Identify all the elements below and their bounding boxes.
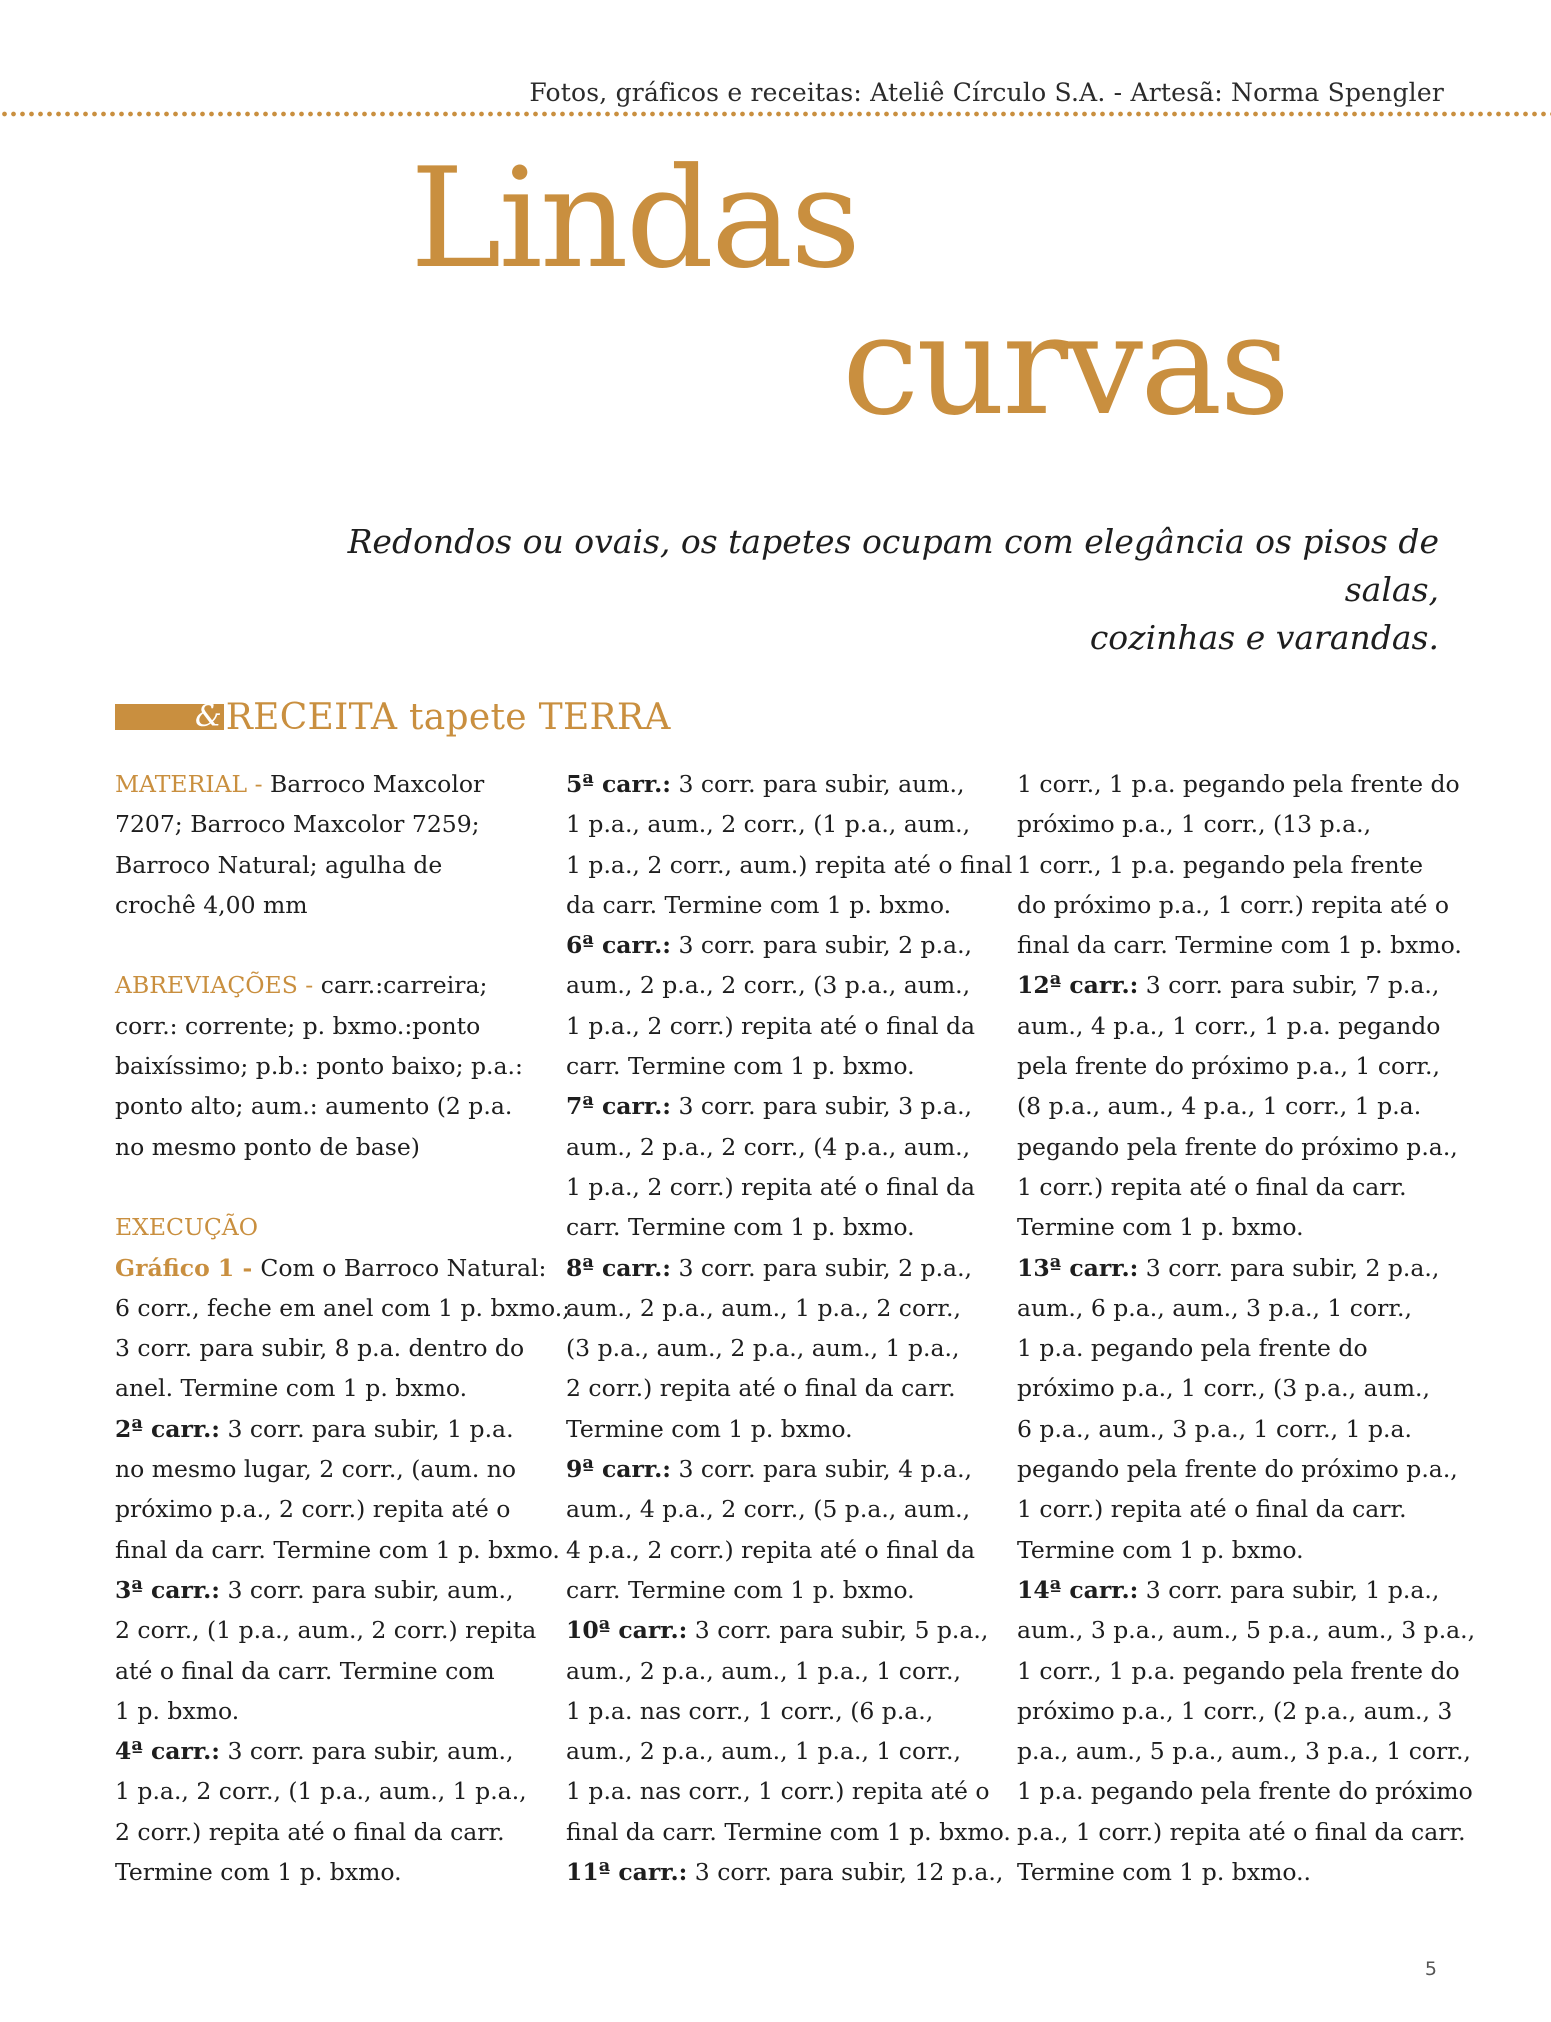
- title-line-1: Lindas: [410, 138, 859, 299]
- row-14-line: 14ª carr.: 3 corr. para subir, 1 p.a.,: [1017, 1575, 1440, 1604]
- row-13-line: aum., 6 p.a., aum., 3 p.a., 1 corr.,: [1017, 1293, 1412, 1322]
- row-13-line: pegando pela frente do próximo p.a.,: [1017, 1455, 1458, 1484]
- graph-line: anel. Termine com 1 p. bxmo.: [115, 1374, 468, 1403]
- section-title: RECEITA tapete TERRA: [225, 696, 671, 738]
- abbreviations-line: ABREVIAÇÕES - carr.:carreira;: [115, 971, 488, 1000]
- row-11-line: 1 corr., 1 p.a. pegando pela frente: [1017, 850, 1423, 879]
- row-label: 10ª carr.:: [566, 1616, 688, 1645]
- row-10-line: aum., 2 p.a., aum., 1 p.a., 1 corr.,: [566, 1737, 961, 1766]
- row-11-line: 11ª carr.: 3 corr. para subir, 12 p.a.,: [566, 1858, 1004, 1887]
- row-11-line: final da carr. Termine com 1 p. bxmo.: [1017, 931, 1462, 960]
- row-5-line: da carr. Termine com 1 p. bxmo.: [566, 890, 952, 919]
- material-line: crochê 4,00 mm: [115, 890, 308, 919]
- row-7-line: 1 p.a., 2 corr.) repita até o final da: [566, 1172, 976, 1201]
- abbreviations-line: baixíssimo; p.b.: ponto baixo; p.a.:: [115, 1052, 523, 1081]
- row-5-line: 5ª carr.: 3 corr. para subir, aum.,: [566, 770, 965, 798]
- row-6-line: 6ª carr.: 3 corr. para subir, 2 p.a.,: [566, 931, 973, 960]
- row-4-line: 4ª carr.: 3 corr. para subir, aum.,: [115, 1737, 514, 1766]
- row-11-line: próximo p.a., 1 corr., (13 p.a.,: [1017, 810, 1372, 839]
- row-14-line: próximo p.a., 1 corr., (2 p.a., aum., 3: [1017, 1696, 1453, 1725]
- row-label: 6ª carr.:: [566, 931, 671, 960]
- row-4-line: 1 p.a., 2 corr., (1 p.a., aum., 1 p.a.,: [115, 1777, 527, 1806]
- row-5-line: 1 p.a., 2 corr., aum.) repita até o final: [566, 850, 1013, 879]
- section-heading: [115, 692, 671, 742]
- row-12-line: Termine com 1 p. bxmo.: [1017, 1213, 1304, 1242]
- row-12-line: aum., 4 p.a., 1 corr., 1 p.a. pegando: [1017, 1011, 1441, 1040]
- row-label: 9ª carr.:: [566, 1455, 671, 1484]
- row-label: 5ª carr.:: [566, 770, 671, 798]
- row-12-line: pegando pela frente do próximo p.a.,: [1017, 1132, 1458, 1161]
- row-7-line: carr. Termine com 1 p. bxmo.: [566, 1213, 915, 1242]
- row-label: 3ª carr.:: [115, 1575, 220, 1604]
- row-2-line: final da carr. Termine com 1 p. bxmo.: [115, 1535, 560, 1564]
- row-4-line: 2 corr.) repita até o final da carr.: [115, 1817, 505, 1846]
- row-10-line: 1 p.a. nas corr., 1 corr.) repita até o: [566, 1777, 990, 1806]
- row-7-line: 7ª carr.: 3 corr. para subir, 3 p.a.,: [566, 1092, 973, 1121]
- column-1: [115, 764, 571, 1892]
- abbreviations-line: ponto alto; aum.: aumento (2 p.a.: [115, 1092, 513, 1121]
- row-3-line: 2 corr., (1 p.a., aum., 2 corr.) repita: [115, 1616, 537, 1645]
- row-6-line: carr. Termine com 1 p. bxmo.: [566, 1052, 915, 1081]
- row-4-line: Termine com 1 p. bxmo.: [115, 1858, 402, 1887]
- row-10-line: 10ª carr.: 3 corr. para subir, 5 p.a.,: [566, 1616, 989, 1645]
- title-line-2: curvas: [842, 285, 1288, 446]
- abbreviations-line: corr.: corrente; p. bxmo.:ponto: [115, 1011, 481, 1040]
- row-label: 7ª carr.:: [566, 1092, 671, 1121]
- row-13-line: 1 corr.) repita até o final da carr.: [1017, 1495, 1407, 1524]
- row-13-line: Termine com 1 p. bxmo.: [1017, 1535, 1304, 1564]
- row-label: 4ª carr.:: [115, 1737, 220, 1766]
- graph-line: Gráfico 1 - Com o Barroco Natural:: [115, 1253, 547, 1282]
- row-12-line: pela frente do próximo p.a., 1 corr.,: [1017, 1052, 1440, 1081]
- section-bar: [115, 704, 193, 730]
- row-9-line: 4 p.a., 2 corr.) repita até o final da: [566, 1535, 976, 1564]
- row-12-line: 12ª carr.: 3 corr. para subir, 7 p.a.,: [1017, 971, 1440, 1000]
- material-line: 7207; Barroco Maxcolor 7259;: [115, 810, 480, 839]
- row-2-line: 2ª carr.: 3 corr. para subir, 1 p.a.: [115, 1414, 514, 1443]
- material-line: MATERIAL - Barroco Maxcolor: [115, 770, 485, 798]
- column-3: [1017, 764, 1476, 1892]
- row-14-line: 1 corr., 1 p.a. pegando pela frente do: [1017, 1656, 1460, 1685]
- page-number: 5: [1424, 1958, 1437, 1980]
- row-5-line: 1 p.a., aum., 2 corr., (1 p.a., aum.,: [566, 810, 971, 839]
- row-3-line: até o final da carr. Termine com: [115, 1656, 495, 1685]
- row-label: 2ª carr.:: [115, 1414, 220, 1443]
- graph-label: Gráfico 1 -: [115, 1253, 261, 1282]
- row-12-line: (8 p.a., aum., 4 p.a., 1 corr., 1 p.a.: [1017, 1092, 1422, 1121]
- row-8-line: aum., 2 p.a., aum., 1 p.a., 2 corr.,: [566, 1293, 961, 1322]
- row-3-line: 3ª carr.: 3 corr. para subir, aum.,: [115, 1575, 514, 1604]
- graph-line: 6 corr., feche em anel com 1 p. bxmo.;: [115, 1293, 571, 1322]
- row-6-line: aum., 2 p.a., 2 corr., (3 p.a., aum.,: [566, 971, 971, 1000]
- row-label: 12ª carr.:: [1017, 971, 1139, 1000]
- row-9-line: carr. Termine com 1 p. bxmo.: [566, 1575, 915, 1604]
- column-2: [566, 764, 1013, 1892]
- row-13-line: 1 p.a. pegando pela frente do: [1017, 1334, 1368, 1363]
- row-9-line: 9ª carr.: 3 corr. para subir, 4 p.a.,: [566, 1455, 973, 1484]
- row-14-line: aum., 3 p.a., aum., 5 p.a., aum., 3 p.a.,: [1017, 1616, 1476, 1645]
- dotted-divider: [0, 111, 1551, 117]
- subtitle-line-2: cozinhas e varandas.: [1089, 618, 1439, 657]
- graph-line: 3 corr. para subir, 8 p.a. dentro do: [115, 1334, 525, 1363]
- abbreviations-line: no mesmo ponto de base): [115, 1132, 420, 1161]
- subtitle: [339, 518, 1439, 662]
- row-8-line: 2 corr.) repita até o final da carr.: [566, 1374, 956, 1403]
- row-13-line: próximo p.a., 1 corr., (3 p.a., aum.,: [1017, 1374, 1430, 1403]
- row-14-line: p.a., 1 corr.) repita até o final da carr.: [1017, 1817, 1466, 1846]
- row-8-line: Termine com 1 p. bxmo.: [566, 1414, 853, 1443]
- row-13-line: 6 p.a., aum., 3 p.a., 1 corr., 1 p.a.: [1017, 1414, 1412, 1443]
- row-6-line: 1 p.a., 2 corr.) repita até o final da: [566, 1011, 976, 1040]
- row-10-line: final da carr. Termine com 1 p. bxmo.: [566, 1817, 1011, 1846]
- abbreviations-label: ABREVIAÇÕES -: [115, 971, 321, 1000]
- subtitle-line-1: Redondos ou ovais, os tapetes ocupam com elegância os pisos de salas,: [347, 522, 1439, 609]
- row-label: 11ª carr.:: [566, 1858, 688, 1887]
- row-label: 14ª carr.:: [1017, 1575, 1139, 1604]
- ornament-icon: &: [195, 699, 222, 734]
- row-8-line: 8ª carr.: 3 corr. para subir, 2 p.a.,: [566, 1253, 973, 1282]
- row-2-line: no mesmo lugar, 2 corr., (aum. no: [115, 1455, 517, 1484]
- row-2-line: próximo p.a., 2 corr.) repita até o: [115, 1495, 511, 1524]
- row-11-line: 1 corr., 1 p.a. pegando pela frente do: [1017, 770, 1460, 798]
- row-14-line: 1 p.a. pegando pela frente do próximo: [1017, 1777, 1473, 1806]
- material-label: MATERIAL -: [115, 770, 271, 798]
- row-13-line: 13ª carr.: 3 corr. para subir, 2 p.a.,: [1017, 1253, 1440, 1282]
- row-14-line: Termine com 1 p. bxmo..: [1017, 1858, 1312, 1887]
- material-line: Barroco Natural; agulha de: [115, 850, 443, 879]
- row-label: 13ª carr.:: [1017, 1253, 1139, 1282]
- row-10-line: 1 p.a. nas corr., 1 corr., (6 p.a.,: [566, 1696, 934, 1725]
- row-14-line: p.a., aum., 5 p.a., aum., 3 p.a., 1 corr.,: [1017, 1737, 1471, 1766]
- row-7-line: aum., 2 p.a., 2 corr., (4 p.a., aum.,: [566, 1132, 971, 1161]
- row-11-line: do próximo p.a., 1 corr.) repita até o: [1017, 890, 1450, 919]
- execution-heading: EXECUÇÃO: [115, 1213, 259, 1242]
- row-3-line: 1 p. bxmo.: [115, 1696, 240, 1725]
- row-10-line: aum., 2 p.a., aum., 1 p.a., 1 corr.,: [566, 1656, 961, 1685]
- row-label: 8ª carr.:: [566, 1253, 671, 1282]
- row-8-line: (3 p.a., aum., 2 p.a., aum., 1 p.a.,: [566, 1334, 960, 1363]
- row-12-line: 1 corr.) repita até o final da carr.: [1017, 1172, 1407, 1201]
- row-9-line: aum., 4 p.a., 2 corr., (5 p.a., aum.,: [566, 1495, 971, 1524]
- credits-line: Fotos, gráficos e receitas: Ateliê Círculo S.A. - Artesã: Norma Spengler: [529, 78, 1444, 107]
